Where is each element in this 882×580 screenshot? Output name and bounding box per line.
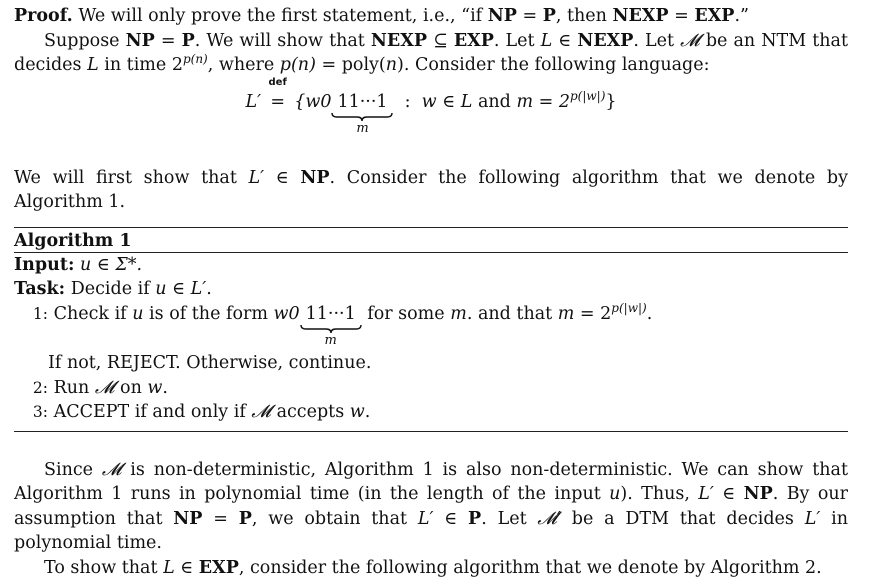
algorithm-title: Algorithm 1	[14, 228, 848, 253]
var-m: m	[450, 303, 467, 324]
var-L: L	[87, 55, 99, 75]
text: .	[364, 402, 371, 422]
equals: =	[154, 30, 182, 51]
class-nexp: NEXP	[370, 30, 427, 51]
text: . Let	[493, 30, 541, 51]
algorithm-task	[14, 277, 848, 302]
text: . By our assumption that	[14, 484, 848, 529]
var-L: L	[163, 557, 175, 578]
proof-page	[14, 4, 848, 580]
language-definition	[14, 76, 848, 154]
class-np: NP	[487, 6, 517, 26]
text: in polynomial time.	[14, 508, 848, 553]
underbrace-ones	[331, 90, 393, 136]
element-of: ∈	[433, 508, 469, 529]
paragraph-suppose	[14, 29, 848, 78]
text: for some	[361, 303, 451, 324]
class-p: P	[542, 6, 556, 26]
text: be an NTM that decides	[14, 30, 848, 75]
class-exp: EXP	[198, 557, 239, 578]
underbrace-ones	[300, 302, 362, 348]
class-exp: EXP	[694, 6, 735, 26]
def-equals: =	[270, 91, 285, 112]
class-p: P	[468, 508, 482, 529]
class-np: NP	[125, 30, 155, 51]
set-close: }	[605, 91, 617, 112]
condition-1: w ∈ L	[421, 91, 473, 112]
var-L-prime: L′	[698, 484, 714, 504]
text: ). Thus,	[620, 484, 699, 504]
ones: 11···1	[305, 303, 356, 324]
class-nexp: NEXP	[577, 30, 634, 51]
var-m: m	[557, 303, 575, 324]
class-np: NP	[743, 484, 773, 504]
text: = 2	[574, 303, 612, 324]
text: = poly(	[315, 55, 386, 75]
exponent: p(|w|)	[569, 88, 606, 103]
text: . Consider the following algorithm that we denote by Algorithm 1.	[14, 167, 848, 212]
machine-M: 𝓜	[680, 30, 700, 51]
var-u: u	[609, 484, 621, 504]
text: on	[114, 377, 148, 398]
var-w: w	[147, 377, 163, 398]
step-number: 1:	[32, 304, 48, 323]
text: , consider the following algorithm that we denote by Algorithm 2.	[238, 557, 822, 578]
var-u: u	[132, 303, 144, 324]
underbrace-label: m	[324, 333, 337, 348]
var-L: L	[540, 30, 553, 51]
class-p: P	[238, 508, 252, 529]
var-n: n	[385, 55, 398, 75]
text: . and that	[466, 303, 558, 324]
class-p: P	[181, 30, 195, 51]
text: .”	[734, 6, 749, 26]
text: Since	[44, 459, 102, 480]
class-np: NP	[300, 167, 330, 188]
element-of: ∈	[264, 167, 301, 188]
step-number: 2:	[32, 378, 48, 397]
task-label: Task:	[14, 279, 66, 299]
machine-M-prime: 𝓜′	[537, 508, 561, 529]
algorithm-bottom-rule	[14, 431, 848, 432]
text: ACCEPT if and only if	[53, 402, 252, 422]
algorithm-step-1	[14, 302, 848, 348]
text: in time 2	[98, 55, 183, 75]
machine-M: 𝓜	[251, 402, 271, 422]
exponent: p(n)	[182, 52, 208, 67]
text: We will first show that	[14, 167, 249, 188]
text: .	[646, 303, 653, 324]
text: We will only prove the first statement, i.e., “if	[78, 6, 488, 26]
machine-M: 𝓜	[101, 459, 122, 480]
equals: =	[516, 6, 543, 26]
ones: 11···1	[337, 91, 388, 112]
var-w0: w0	[273, 303, 300, 324]
algorithm-step-2	[14, 376, 848, 401]
task-condition: u ∈ L′	[155, 279, 207, 299]
proof-heading: Proof.	[14, 6, 73, 26]
text: . We will show that	[194, 30, 371, 51]
class-nexp: NEXP	[612, 6, 669, 26]
text: Run	[53, 377, 95, 398]
paragraph-first-show	[14, 166, 848, 215]
underbrace-label: m	[356, 121, 369, 136]
text: Decide if	[70, 279, 156, 299]
element-of: ∈	[713, 484, 744, 504]
algorithm-input	[14, 253, 848, 278]
condition-2: m = 2	[516, 91, 570, 112]
var-pn: p(n)	[279, 55, 316, 75]
colon: :	[404, 91, 411, 112]
text: .	[206, 279, 212, 299]
paragraph-nondeterministic	[14, 458, 848, 556]
algorithm-step-1-continue: If not, REJECT. Otherwise, continue.	[48, 353, 372, 373]
element-of: ∈	[552, 30, 578, 51]
algorithm-step-3	[14, 400, 848, 425]
machine-M: 𝓜	[94, 377, 115, 398]
and-word: and	[477, 91, 511, 112]
var-L-prime: L′	[417, 508, 434, 529]
text: is non-deterministic, Algorithm 1 is also non-deterministic. We can show that Algorithm 1 runs in polynomial time (in the length of the input	[14, 459, 848, 504]
algorithm-box	[14, 227, 848, 432]
text: is of the form	[143, 303, 274, 324]
text: To show that	[44, 557, 164, 578]
subset: ⊆	[427, 30, 454, 51]
var-L-prime: L′	[804, 508, 821, 529]
set-open: {w0	[294, 91, 332, 112]
input-value: u ∈ Σ*.	[80, 254, 143, 275]
text: Suppose	[44, 30, 126, 51]
equals: =	[202, 508, 239, 529]
element-of: ∈	[174, 557, 199, 578]
var-L-prime: L′	[245, 91, 262, 112]
text: , we obtain that	[251, 508, 418, 529]
def-label: def	[268, 76, 287, 88]
text: . Let	[633, 30, 681, 51]
input-label: Input:	[14, 254, 75, 275]
exponent: p(|w|)	[611, 300, 647, 315]
paragraph-exp	[14, 556, 848, 580]
text: .	[162, 377, 168, 398]
text: , where	[207, 55, 280, 75]
var-L-prime: L′	[248, 167, 265, 188]
text: accepts	[271, 402, 350, 422]
paragraph-proof-intro	[14, 4, 848, 29]
text: ). Consider the following language:	[397, 55, 710, 75]
var-w: w	[349, 402, 365, 422]
class-exp: EXP	[453, 30, 494, 51]
class-np: NP	[173, 508, 203, 529]
step-number: 3:	[32, 403, 48, 421]
text: Check if	[53, 303, 133, 324]
text: . Let	[481, 508, 538, 529]
text: be a DTM that decides	[560, 508, 805, 529]
equals: =	[668, 6, 695, 26]
text: , then	[555, 6, 613, 26]
